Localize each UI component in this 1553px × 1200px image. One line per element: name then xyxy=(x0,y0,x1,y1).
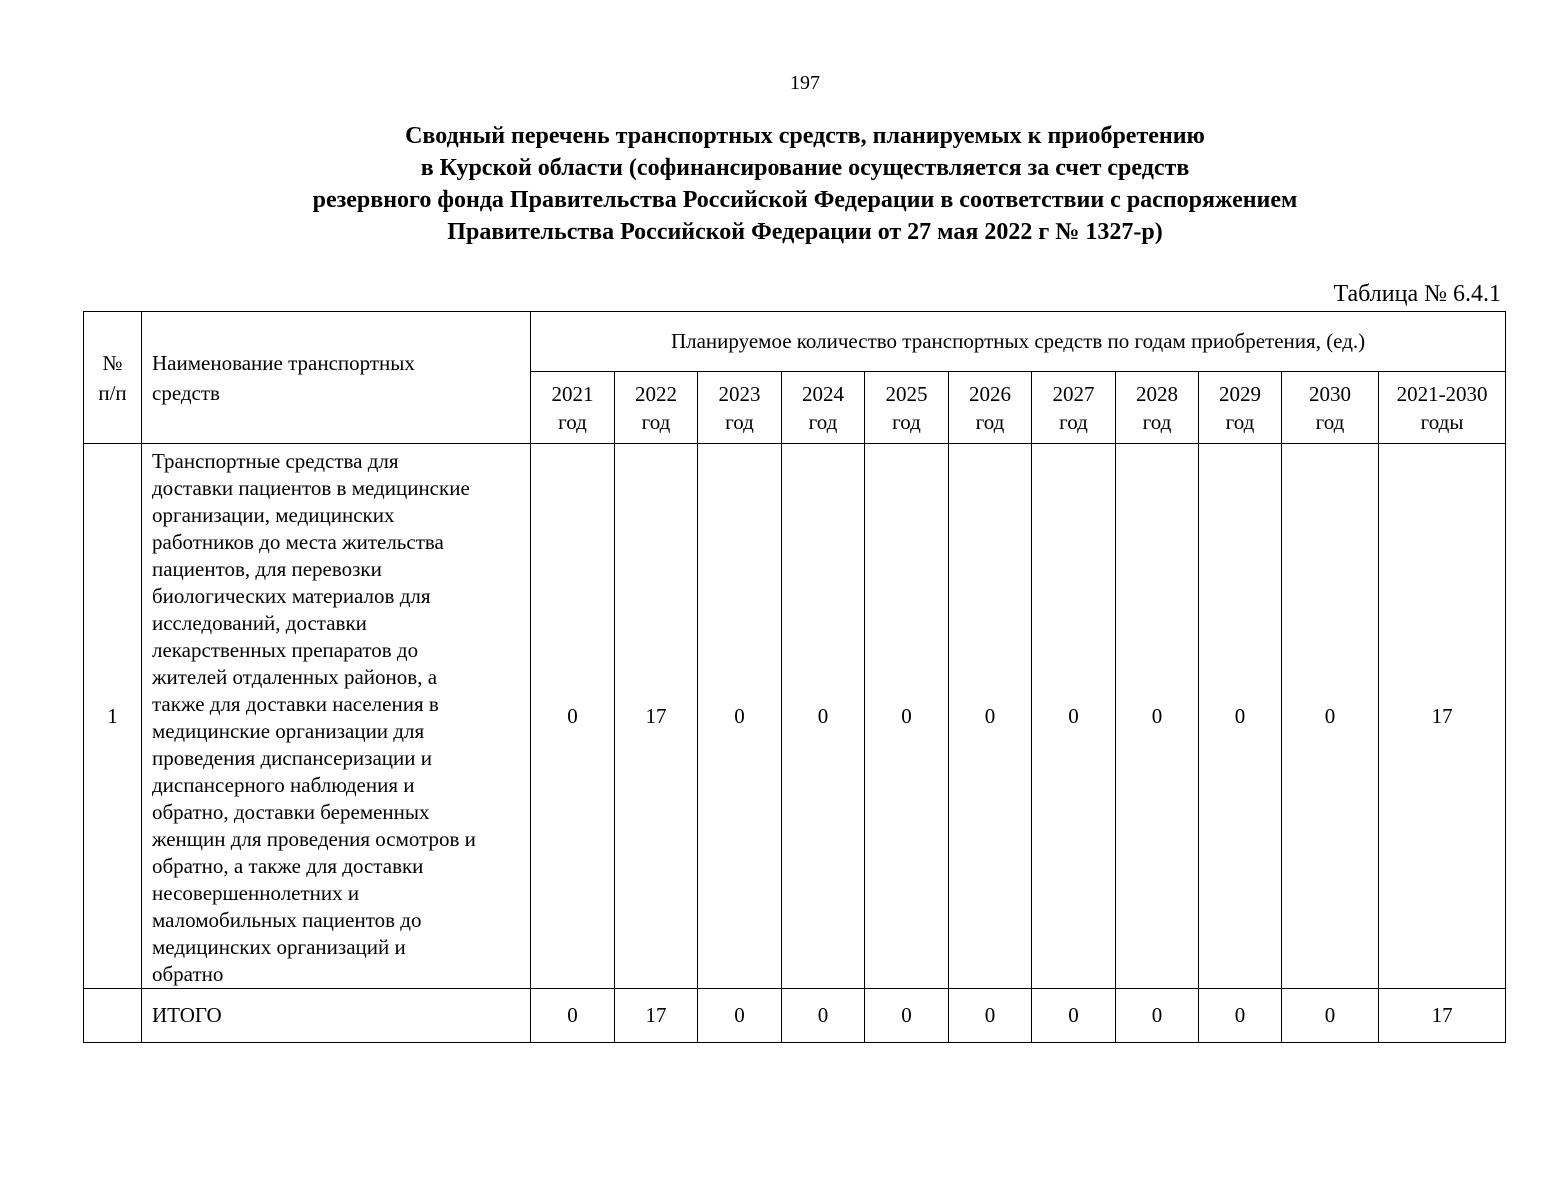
header-name-line: Наименование транспортных xyxy=(152,350,415,375)
table-caption: Таблица № 6.4.1 xyxy=(1333,281,1501,307)
total-num xyxy=(84,989,142,1043)
total-value: 0 xyxy=(698,989,782,1043)
header-year: 2027 год xyxy=(1032,372,1116,444)
row-value: 0 xyxy=(1032,444,1116,989)
title-line: Сводный перечень транспортных средств, планируемых к приобретению xyxy=(405,123,1205,149)
total-value: 0 xyxy=(1199,989,1282,1043)
row-num: 1 xyxy=(84,444,142,989)
header-name xyxy=(142,312,531,444)
header-year: 2023 год xyxy=(698,372,782,444)
title-line: резервного фонда Правительства Российской Федерации в соответствии с распоряжением xyxy=(312,187,1298,213)
row-value: 0 xyxy=(1116,444,1199,989)
header-year: 2029 год xyxy=(1199,372,1282,444)
header-year: 2028 год xyxy=(1116,372,1199,444)
total-value: 0 xyxy=(1032,989,1116,1043)
vehicles-table xyxy=(83,311,1506,1043)
row-value-total: 17 xyxy=(1379,444,1506,989)
row-name: Транспортные средства для доставки пациентов в медицинские организации, медицинских работников до места жительства пациентов, для перевозки биологических материалов для исследований, доставки лекарственных препаратов до жителей отдаленных районов, а также для доставки населения в медицинские организации для проведения диспансеризации и диспансерного наблюдения и обратно, доставки беременных женщин для проведения осмотров и обратно, а также для доставки несовершеннолетних и маломобильных пациентов до медицинских организаций и обратно xyxy=(142,444,531,989)
header-year: 2026 год xyxy=(949,372,1032,444)
header-group: Планируемое количество транспортных средств по годам приобретения, (ед.) xyxy=(531,312,1506,372)
header-year: 2022 год xyxy=(615,372,698,444)
header-year: 2025 год xyxy=(865,372,949,444)
header-row-group xyxy=(84,312,1506,372)
row-value: 17 xyxy=(615,444,698,989)
total-value: 0 xyxy=(1282,989,1379,1043)
row-value: 0 xyxy=(949,444,1032,989)
header-num xyxy=(84,312,142,444)
header-year: 2021 год xyxy=(531,372,615,444)
total-value: 17 xyxy=(615,989,698,1043)
document-title xyxy=(0,120,1553,248)
total-row xyxy=(84,989,1506,1043)
title-line: в Курской области (софинансирование осуществляется за счет средств xyxy=(420,155,1190,181)
header-num-line: № xyxy=(102,350,123,375)
header-year: 2024 год xyxy=(782,372,865,444)
header-name-line: средств xyxy=(152,380,220,405)
row-value: 0 xyxy=(698,444,782,989)
row-value: 0 xyxy=(1199,444,1282,989)
title-line: Правительства Российской Федерации от 27 мая 2022 г № 1327-р) xyxy=(447,219,1163,245)
total-value: 0 xyxy=(531,989,615,1043)
total-value: 0 xyxy=(949,989,1032,1043)
total-value: 0 xyxy=(782,989,865,1043)
header-num-line: п/п xyxy=(98,380,127,405)
row-value: 0 xyxy=(1282,444,1379,989)
header-year: 2030 год xyxy=(1282,372,1379,444)
total-value-sum: 17 xyxy=(1379,989,1506,1043)
table-row xyxy=(84,444,1506,989)
total-value: 0 xyxy=(865,989,949,1043)
header-year-total: 2021-2030 годы xyxy=(1379,372,1506,444)
total-value: 0 xyxy=(1116,989,1199,1043)
row-value: 0 xyxy=(531,444,615,989)
page-number: 197 xyxy=(790,72,820,94)
row-value: 0 xyxy=(865,444,949,989)
row-value: 0 xyxy=(782,444,865,989)
total-label: ИТОГО xyxy=(142,989,531,1043)
